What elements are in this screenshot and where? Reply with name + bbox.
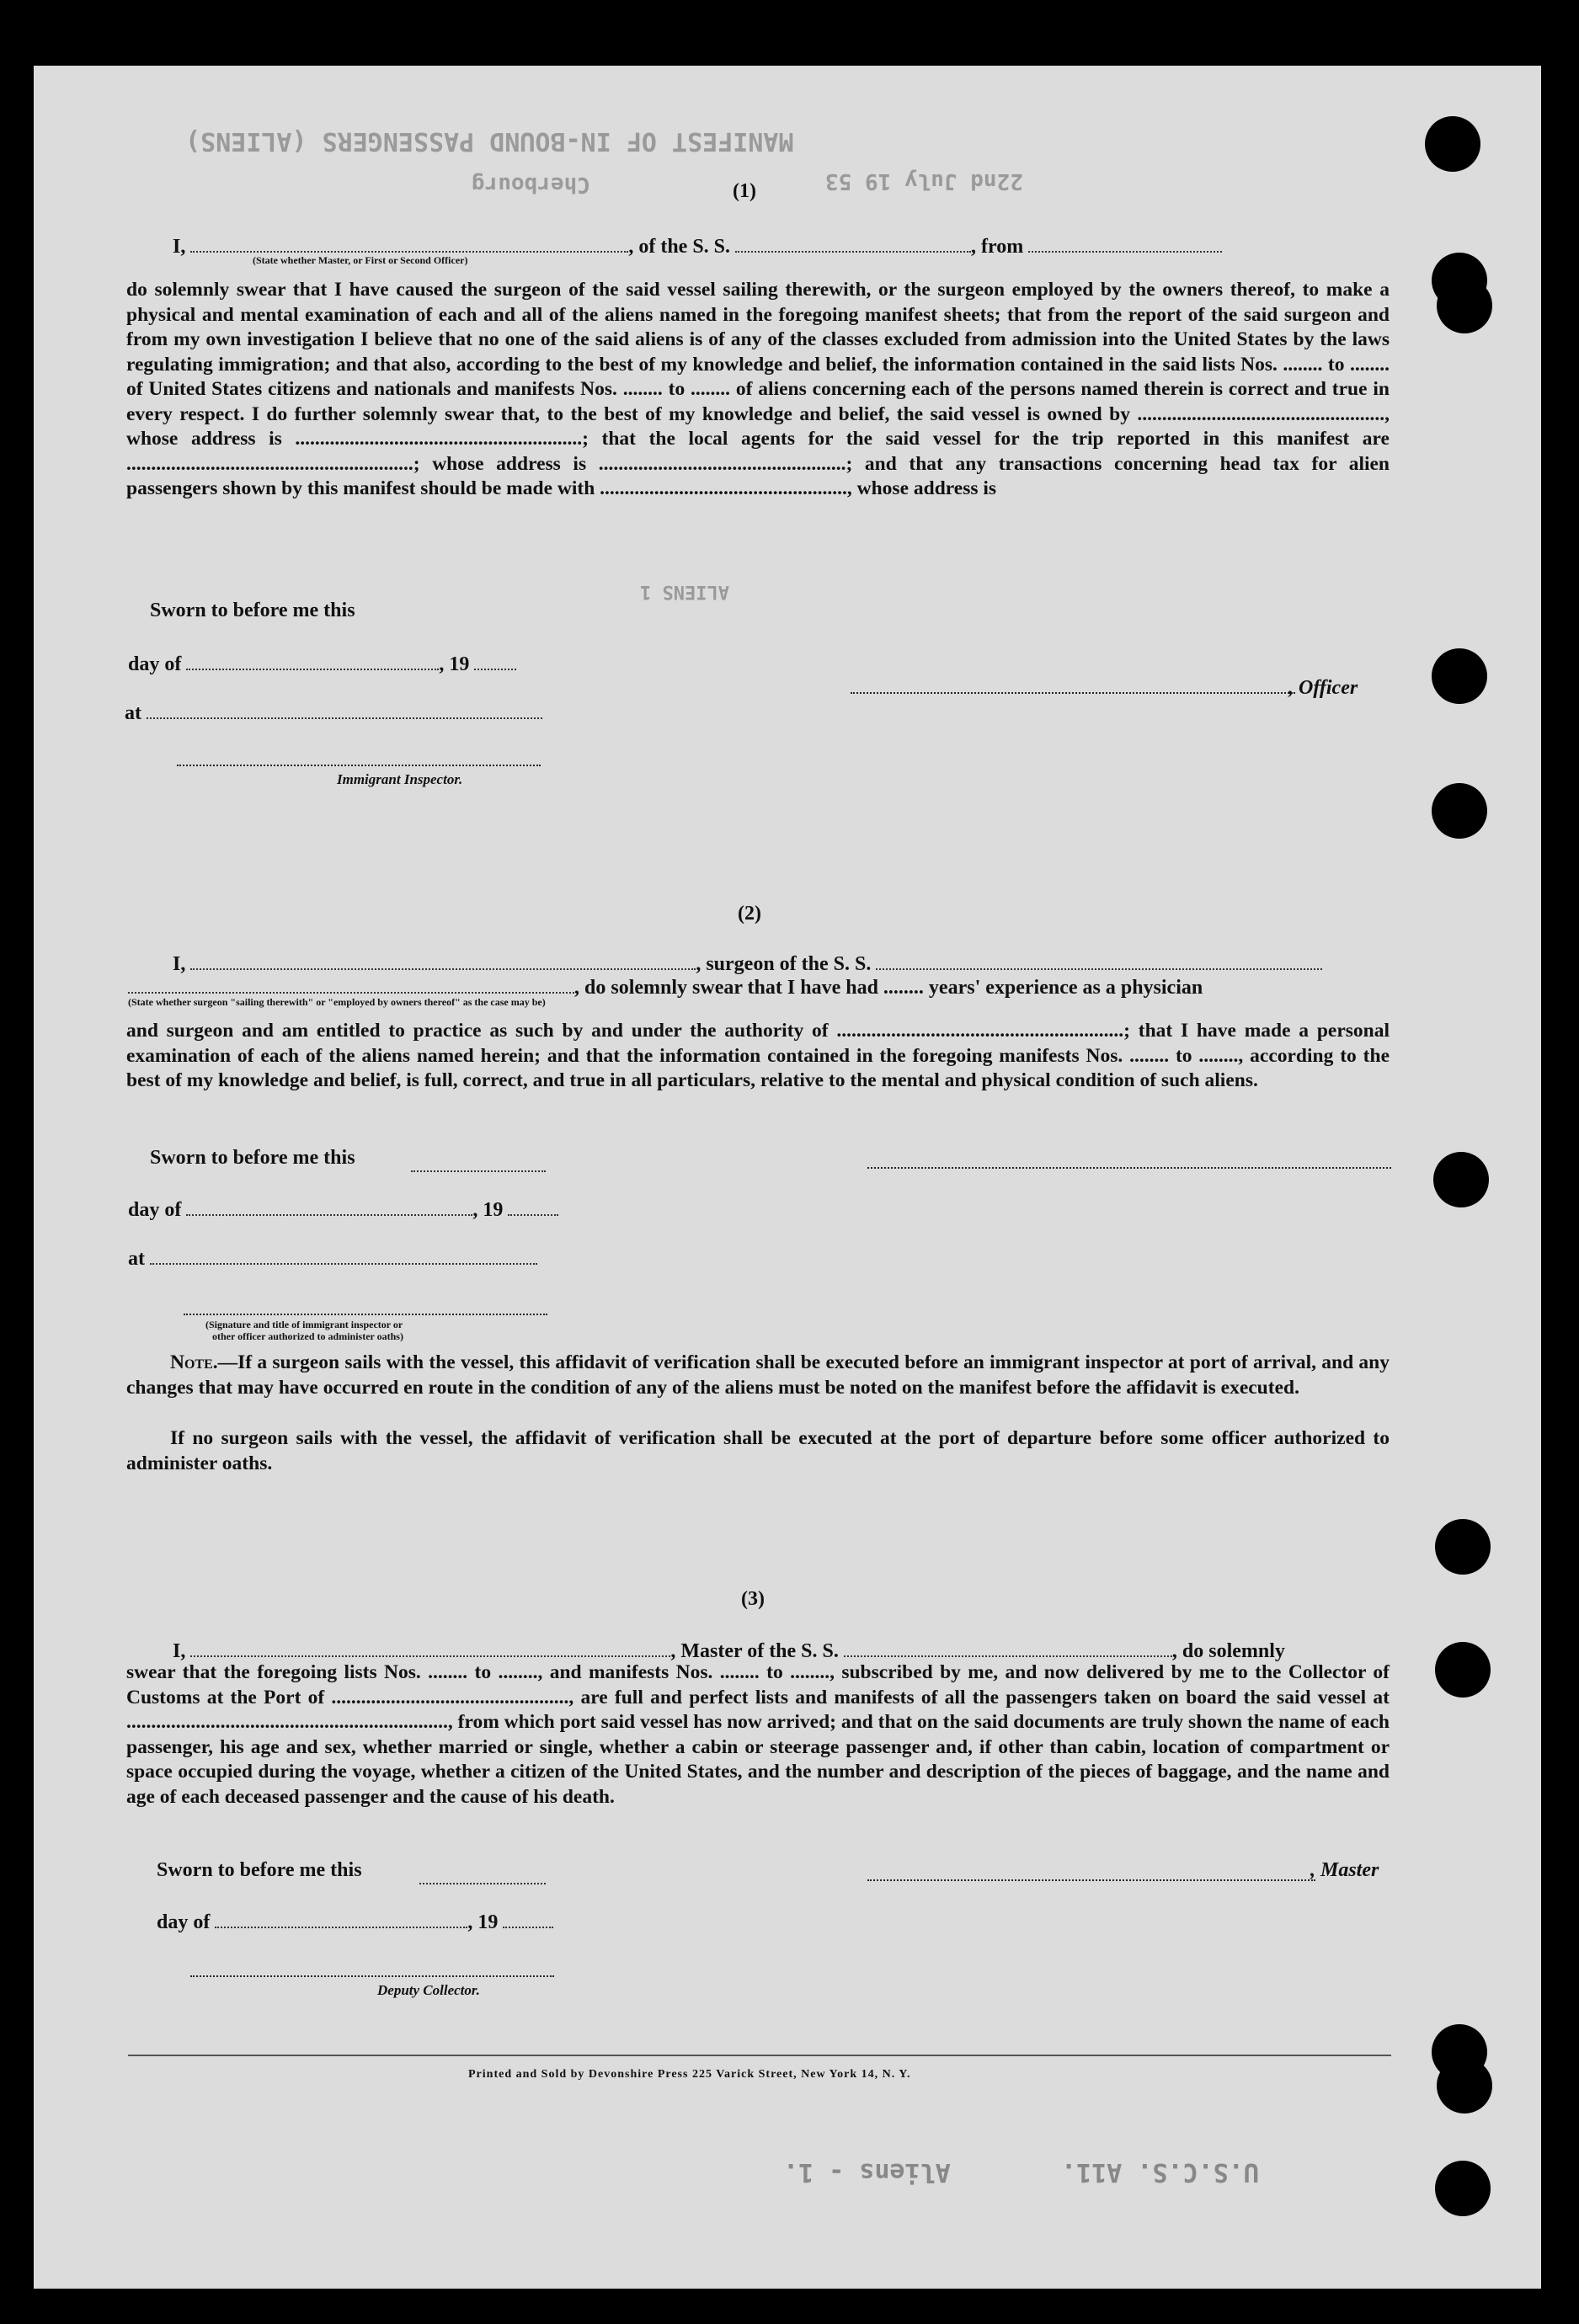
- bleed-port: Cherbourg: [472, 172, 590, 197]
- section-2-oath-line: [173, 950, 1322, 976]
- year-blank: [474, 650, 516, 670]
- at-row-1: [125, 699, 542, 725]
- do-solemnly-label: , do solemnly: [1171, 1640, 1285, 1662]
- from-label: , from: [971, 236, 1024, 258]
- vessel-blank: [735, 232, 971, 253]
- footer-rule: [128, 2055, 1391, 2056]
- note-label: Note.: [170, 1351, 218, 1373]
- note-text-2: If no surgeon sails with the vessel, the affidavit of verification shall be executed at the port of departure before some officer authorized to administer oaths.: [126, 1427, 1390, 1474]
- punch-hole-11: [1435, 2161, 1491, 2216]
- vessel-blank: [844, 1637, 1172, 1657]
- sworn-label-3: Sworn to before me this: [157, 1859, 362, 1881]
- from-blank: [1028, 232, 1222, 253]
- sworn-blank-3: [419, 1864, 546, 1884]
- name-blank: [190, 232, 628, 253]
- oath-i: I,: [173, 236, 186, 258]
- punch-hole-1: [1425, 116, 1480, 172]
- section-3-oath-line: [173, 1637, 1285, 1663]
- sworn-label-2: Sworn to before me this: [150, 1147, 355, 1169]
- officer-signature-line: [851, 692, 1295, 694]
- master-signature-line: [867, 1879, 1315, 1881]
- section-2-body: and surgeon and am entitled to practice as such by and under the authority of ..........................................................; that I have made a personal examination of each of the aliens named herein; and that the information contained in the foregoing manifests Nos. ........ to ........, according to the best of my knowledge and belief, is full, correct, and true in all particulars, relative to the mental and physical condition of such aliens.: [126, 1020, 1390, 1091]
- collector-signature-line: [190, 1975, 554, 1977]
- witness-caption-1: (Signature and title of immigrant inspector or: [205, 1319, 403, 1330]
- day-of-label: day of: [128, 653, 182, 675]
- master-name-blank: [190, 1637, 670, 1657]
- master-label: , Master: [1310, 1859, 1379, 1881]
- witness-caption-2: other officer authorized to administer oaths): [212, 1330, 403, 1342]
- day-of-blank: [215, 1908, 467, 1928]
- bleed-stamp: ALIENS 1: [640, 581, 729, 602]
- day-of-blank: [186, 1196, 472, 1216]
- surgeon-note: [126, 1351, 1390, 1400]
- swear-text: , do solemnly swear that I have had ........ years' experience as a physician: [574, 977, 1203, 999]
- rank-caption: (State whether Master, or First or Second Officer): [253, 254, 468, 266]
- at-label: at: [125, 702, 141, 724]
- at-blank: [147, 699, 542, 719]
- bleed-date: 22nd July 19 53: [825, 168, 1023, 194]
- punch-hole-3: [1437, 278, 1492, 333]
- oath-i: I,: [173, 953, 186, 975]
- bleed-header: MANIFEST OF IN-BOUND PASSENGERS (ALIENS): [185, 126, 794, 156]
- year-label: , 19: [467, 1911, 499, 1933]
- day-of-row-3: [157, 1908, 553, 1934]
- note-text: —If a surgeon sails with the vessel, this affidavit of verification shall be executed before an immigrant inspector at port of arrival, and any changes that may have occurred en route in the condition of any of the aliens must be noted on the manifest before the affidavit is executed.: [126, 1351, 1390, 1399]
- section-1-body: do solemnly swear that I have caused the surgeon of the said vessel sailing therewith, or the surgeon employed by the owners thereof, to make a physical and mental examination of each and all of the aliens named in the foregoing manifest sheets; that from the report of the said surgeon and from my own investigation I believe that no one of the said aliens is of any of the classes excluded from admission into the United States by the laws regulating immigration; and that also, according to the best of my knowledge and belief, the information contained in the said lists Nos. ........ to ........ of United States citizens and nationals and manifests Nos. ........ to ........ of aliens concerning each of the persons named therein is correct and true in every respect. I do further solemnly swear that, to the best of my knowledge and belief, the said vessel is owned by .................................................., whose address is ..........................................................; that the local agents for the said vessel for the trip reported in this manifest are ..........................................................; whose address is ..................................................; and that any transactions concerning head tax for alien passengers shown by this manifest should be made with .................................................., whose address is: [126, 279, 1390, 499]
- at-label: at: [128, 1248, 145, 1270]
- sworn-label-1: Sworn to before me this: [150, 600, 355, 621]
- surgeon-note-2: [126, 1426, 1390, 1476]
- vessel-blank: [876, 950, 1322, 970]
- bleed-bottom-1: U.S.C.S. A11.: [1061, 2157, 1259, 2187]
- section-2-number: (2): [738, 903, 761, 925]
- officer-label: , Officer: [1288, 677, 1358, 699]
- inspector-signature-line: [177, 765, 541, 766]
- day-of-row-1: [128, 650, 516, 676]
- day-of-label: day of: [157, 1911, 211, 1933]
- bleed-bottom-2: Aliens - 1.: [783, 2157, 951, 2187]
- punch-hole-7: [1435, 1519, 1491, 1575]
- oath-i: I,: [173, 1640, 186, 1662]
- printer-imprint: Printed and Sold by Devonshire Press 225 Varick Street, New York 14, N. Y.: [468, 2068, 911, 2081]
- at-blank: [150, 1245, 537, 1265]
- section-1-number: (1): [733, 180, 756, 202]
- day-of-blank: [186, 650, 439, 670]
- section-3-body: swear that the foregoing lists Nos. ........ to ........, and manifests Nos. ........ to ........, subscribed by me, and now delivered by me to the Collector of Customs at the Port of ................................................, are full and perfect lists and manifests of all the passengers taken on board the said vessel at ................................................................., from which port said vessel has now arrived; and that on the said documents are truly shown the name of each passenger, his age and sex, whether married or single, whether a cabin or steerage passenger and, if other than cabin, location of compartment or space occupied during the voyage, whether a citizen of the United States, and the number and description of the pieces of baggage, and the name and age of each deceased passenger and the cause of his death.: [126, 1661, 1390, 1808]
- year-label: , 19: [439, 653, 470, 675]
- day-of-row-2: [128, 1196, 558, 1222]
- capacity-blank: [128, 973, 574, 994]
- year-blank: [508, 1196, 558, 1216]
- sworn-blank-2: [411, 1152, 546, 1172]
- punch-hole-5: [1432, 783, 1487, 839]
- surgeon-of-label: , surgeon of the S. S.: [696, 953, 872, 975]
- of-ss-label: , of the S. S.: [628, 236, 731, 258]
- section-3-number: (3): [741, 1588, 765, 1610]
- day-of-label: day of: [128, 1199, 182, 1221]
- at-row-2: [128, 1245, 537, 1271]
- year-label: , 19: [472, 1199, 504, 1221]
- punch-hole-10: [1437, 2058, 1492, 2113]
- surgeon-name-blank: [190, 950, 696, 970]
- surgeon-signature-line: [867, 1167, 1391, 1169]
- surgeon-caption: (State whether surgeon "sailing therewith" or "employed by owners thereof" as the case may be): [128, 996, 546, 1008]
- inspector-caption: Immigrant Inspector.: [337, 771, 463, 787]
- master-of-label: , Master of the S. S.: [670, 1640, 839, 1662]
- year-blank: [503, 1908, 553, 1928]
- collector-caption: Deputy Collector.: [377, 1982, 480, 1998]
- witness-signature-line: [184, 1314, 547, 1315]
- punch-hole-8: [1435, 1642, 1491, 1698]
- punch-hole-6: [1433, 1152, 1489, 1207]
- punch-hole-4: [1432, 648, 1487, 704]
